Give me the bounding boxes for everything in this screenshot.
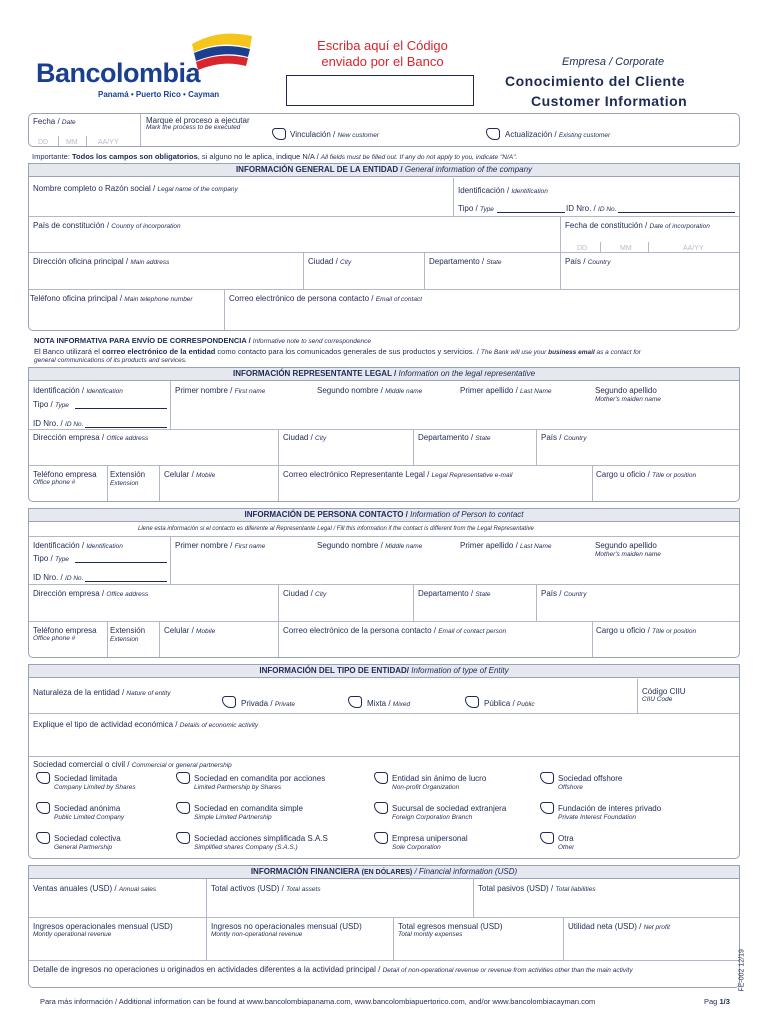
rep-tipo-label: Tipo / Type bbox=[33, 400, 69, 409]
explique-label: Explique el tipo de actividad económica / Details of economic activity bbox=[33, 720, 259, 729]
tipo-label: Tipo / Type bbox=[458, 204, 494, 213]
idnro-field[interactable] bbox=[618, 212, 735, 213]
financial-header: INFORMACIÓN FINANCIERA (EN DÓLARES) / Financial information (USD) bbox=[28, 865, 740, 879]
rep-pais-label: País / Country bbox=[541, 433, 587, 442]
logo bbox=[36, 30, 256, 102]
privada-label: Privada / Private bbox=[241, 699, 296, 708]
vinculacion-label: Vinculación / New customer bbox=[290, 130, 379, 139]
sociedad-option-label: Sociedad en comandita por acciones bbox=[194, 774, 326, 783]
title-en: Customer Information bbox=[531, 93, 688, 109]
rep-direccion-label: Dirección empresa / Office address bbox=[33, 433, 149, 442]
rep-celular-label: Celular / Mobile bbox=[164, 470, 216, 479]
rep-segundo-apellido-en: Mother's maiden name bbox=[595, 396, 661, 403]
sociedad-option-label: Fundación de interes privado bbox=[558, 804, 662, 813]
ct-telefono-label: Teléfono empresa bbox=[33, 626, 97, 635]
pais-label: País / Country bbox=[565, 257, 611, 266]
sociedad-option-label: Sucursal de sociedad extranjera bbox=[392, 804, 507, 813]
marque-label: Marque el proceso a ejecutar bbox=[146, 116, 250, 125]
sociedad-option-label: Sociedad en comandita simple bbox=[194, 804, 303, 813]
contact-person-header: INFORMACIÓN DE PERSONA CONTACTO / Information of Person to contact bbox=[28, 508, 740, 522]
nota-title: NOTA INFORMATIVA PARA ENVÍO DE CORRESPONDENCIA / Informative note to send correspondence bbox=[34, 336, 371, 345]
rep-segundo-nombre-label: Segundo nombre / Middle name bbox=[317, 386, 423, 395]
ct-primer-apellido-label: Primer apellido / Last Name bbox=[460, 541, 552, 550]
sociedad-option-label-en: Limited Partnership by Shares bbox=[194, 784, 282, 791]
sociedad-option-label: Sociedad colectiva bbox=[54, 834, 121, 843]
rep-primer-nombre-label: Primer nombre / First name bbox=[175, 386, 266, 395]
rep-segundo-apellido-label: Segundo apellido bbox=[595, 386, 657, 395]
pasivos-label: Total pasivos (USD) / Total liabilities bbox=[478, 884, 596, 893]
ct-pais-label: País / Country bbox=[541, 589, 587, 598]
ct-cargo-label: Cargo u oficio / Title or position bbox=[596, 626, 697, 635]
sociedad-option-label: Sociedad limitada bbox=[54, 774, 118, 783]
rep-cargo-label: Cargo u oficio / Title or position bbox=[596, 470, 697, 479]
sociedad-option-label-en: Offshore bbox=[558, 784, 583, 791]
correo-contacto-label: Correo electrónico de persona contacto / Email of contact bbox=[229, 294, 423, 303]
rep-extension-label: Extensión bbox=[110, 470, 146, 479]
logo-subtitle: Panamá • Puerto Rico • Cayman bbox=[98, 90, 220, 99]
sociedad-option-label-en: Other bbox=[558, 844, 575, 851]
nota-line2: general communications of its products and services. bbox=[34, 357, 187, 364]
sociedad-option-label-en: Foreign Corporation Branch bbox=[392, 814, 473, 821]
entity-type-header: INFORMACIÓN DEL TIPO DE ENTIDAD/ Information of type of Entity bbox=[28, 664, 740, 678]
departamento-label: Departamento / State bbox=[429, 257, 502, 266]
egresos-en: Total montly expenses bbox=[398, 931, 463, 938]
rep-correo-label: Correo electrónico Representante Legal / Legal Representative e-mail bbox=[283, 470, 513, 479]
activos-label: Total activos (USD) / Total assets bbox=[211, 884, 321, 893]
rep-tipo-field[interactable] bbox=[75, 408, 167, 409]
identificacion-label: Identificación / Identification bbox=[458, 186, 548, 195]
rep-depto-label: Departamento / State bbox=[418, 433, 491, 442]
form-code: FE-002 12/19 bbox=[738, 949, 746, 992]
sociedad-option-label-en: General Partnership bbox=[54, 844, 113, 851]
sociedad-option-label: Sociedad acciones simplificada S.A.S bbox=[194, 834, 328, 843]
sociedad-option-label: Empresa unipersonal bbox=[392, 834, 468, 843]
legal-rep-header: INFORMACIÓN REPRESENTANTE LEGAL / Information on the legal representative bbox=[28, 367, 740, 381]
ct-celular-label: Celular / Mobile bbox=[164, 626, 216, 635]
naturaleza-label: Naturaleza de la entidad / Nature of entity bbox=[33, 688, 171, 697]
utilidad-label: Utilidad neta (USD) / Net profit bbox=[568, 922, 670, 931]
rep-idnro-label: ID Nro. / ID No. bbox=[33, 419, 84, 428]
ct-idnro-field[interactable] bbox=[85, 581, 167, 582]
general-info-header: INFORMACIÓN GENERAL DE LA ENTIDAD / General information of the company bbox=[28, 163, 740, 177]
code-input[interactable] bbox=[286, 75, 474, 106]
ciudad-label: Ciudad / City bbox=[308, 257, 352, 266]
publica-label: Pública / Public bbox=[484, 699, 535, 708]
ing-noop-en: Montly non-operational revenue bbox=[211, 931, 303, 938]
ct-segundo-apellido-en: Mother's maiden name bbox=[595, 551, 661, 558]
sociedad-option-label-en: Public Limited Company bbox=[54, 814, 125, 821]
ing-noop-label: Ingresos no operacionales mensual (USD) bbox=[211, 922, 362, 931]
title-es: Conocimiento del Cliente bbox=[505, 73, 686, 89]
pais-const-label: País de constitución / Country of incorporation bbox=[33, 221, 181, 230]
fecha-dd: DD bbox=[38, 139, 49, 146]
code-prompt-line1: Escriba aquí el Código bbox=[317, 38, 448, 53]
sociedad-option-label: Sociedad anónima bbox=[54, 804, 121, 813]
rep-primer-apellido-label: Primer apellido / Last Name bbox=[460, 386, 552, 395]
ct-ciudad-label: Ciudad / City bbox=[283, 589, 327, 598]
ciiu-label-en: CIIU Code bbox=[642, 696, 673, 703]
ct-correo-label: Correo electrónico de la persona contacto / Email of contact person bbox=[283, 626, 507, 635]
ct-tipo-field[interactable] bbox=[75, 562, 167, 563]
ing-op-en: Montly operational revenue bbox=[33, 931, 112, 938]
rep-ident-label: Identificación / Identification bbox=[33, 386, 123, 395]
rep-idnro-field[interactable] bbox=[85, 427, 167, 428]
ct-segundo-nombre-label: Segundo nombre / Middle name bbox=[317, 541, 423, 550]
sociedad-label: Sociedad comercial o civil / Commercial or general partnership bbox=[33, 760, 232, 769]
code-prompt-line2: enviado por el Banco bbox=[321, 54, 444, 69]
ct-primer-nombre-label: Primer nombre / First name bbox=[175, 541, 266, 550]
code-prompt bbox=[300, 38, 465, 70]
nombre-label: Nombre completo o Razón social / Legal name of the company bbox=[33, 184, 238, 193]
sociedad-option-label-en: Simplified shares Company (S.A.S.) bbox=[194, 844, 298, 851]
footer-page: Pag 1/3 bbox=[704, 997, 730, 1006]
logo-name: Bancolombia bbox=[36, 58, 201, 88]
tipo-field[interactable] bbox=[497, 212, 565, 213]
actualizacion-label: Actualización / Existing customer bbox=[505, 130, 611, 139]
rep-telefono-label: Teléfono empresa bbox=[33, 470, 97, 479]
sociedad-option-label: Sociedad offshore bbox=[558, 774, 623, 783]
idnro-label: ID Nro. / ID No. bbox=[566, 204, 617, 213]
ct-ident-label: Identificación / Identification bbox=[33, 541, 123, 550]
ct-depto-label: Departamento / State bbox=[418, 589, 491, 598]
sociedad-option-label: Entidad sin ánimo de lucro bbox=[392, 774, 487, 783]
ct-idnro-label: ID Nro. / ID No. bbox=[33, 573, 84, 582]
ct-telefono-en: Office phone # bbox=[33, 635, 76, 642]
rep-ciudad-label: Ciudad / City bbox=[283, 433, 327, 442]
ct-extension-label: Extensión bbox=[110, 626, 146, 635]
ing-op-label: Ingresos operacionales mensual (USD) bbox=[33, 922, 173, 931]
sociedad-option-label-en: Simple Limited Partnership bbox=[194, 814, 272, 821]
sociedad-option-label: Otra bbox=[558, 834, 574, 843]
fecha-label: Fecha / Date bbox=[33, 117, 76, 126]
marque-label-en: Mark the process to be executed bbox=[146, 124, 241, 131]
footer-text: Para más información / Additional information can be found at www.bancolombiapanama.com, www.bancolombiapuertorico.com, and/or www.bancolombiacayman.com bbox=[40, 997, 596, 1006]
rep-telefono-en: Office phone # bbox=[33, 479, 76, 486]
fecha-const-dd: DD bbox=[577, 245, 588, 252]
fecha-const-mm: MM bbox=[620, 245, 632, 252]
contact-note: Llene esta información si el contacto es diferente al Representante Legal / Fill this information if the contact is different from the Legal Representative bbox=[138, 526, 534, 532]
importante-note: Importante: Todos los campos son obligatorios, si alguno no le aplica, indique N/A / All fields must be filled out. If any do not apply to you, indicate "N/A". bbox=[32, 152, 518, 161]
fecha-mm: MM bbox=[66, 139, 78, 146]
ct-direccion-label: Dirección empresa / Office address bbox=[33, 589, 149, 598]
nota-line1: El Banco utilizará el correo electrónico de la entidad como contacto para los comunicados generales de sus productos y servicios. / The Bank will use your business email as a contact for bbox=[34, 347, 641, 356]
detalle-label: Detalle de ingresos no operaciones u originados en actividades diferentes a la actividad principal / Detail of non-operational revenue or revenue from activities other than the main activity bbox=[33, 965, 633, 974]
telefono-label: Teléfono oficina principal / Main telephone number bbox=[30, 294, 193, 303]
egresos-label: Total egresos mensual (USD) bbox=[398, 922, 503, 931]
sociedad-option-label-en: Non-profit Organization bbox=[392, 784, 460, 791]
ventas-label: Ventas anuales (USD) / Annual sales bbox=[33, 884, 157, 893]
ct-extension-en: Extension bbox=[110, 636, 139, 643]
ct-tipo-label: Tipo / Type bbox=[33, 554, 69, 563]
ciiu-label: Código CIIU bbox=[642, 687, 686, 696]
sociedad-option-label-en: Sole Corporation bbox=[392, 844, 441, 851]
fecha-const-label: Fecha de constitución / Date of incorporation bbox=[565, 221, 710, 230]
ct-segundo-apellido-label: Segundo apellido bbox=[595, 541, 657, 550]
mixta-label: Mixta / Mixed bbox=[367, 699, 411, 708]
sociedad-option-label-en: Private Interest Foundation bbox=[558, 814, 637, 821]
process-box bbox=[28, 113, 740, 147]
fecha-aa: AA/YY bbox=[98, 139, 119, 146]
sociedad-option-label-en: Company Limited by Shares bbox=[54, 784, 136, 791]
rep-extension-en: Extension bbox=[110, 480, 139, 487]
empresa-label: Empresa / Corporate bbox=[562, 56, 665, 68]
fecha-const-aa: AA/YY bbox=[683, 245, 704, 252]
direccion-label: Dirección oficina principal / Main address bbox=[33, 257, 170, 266]
